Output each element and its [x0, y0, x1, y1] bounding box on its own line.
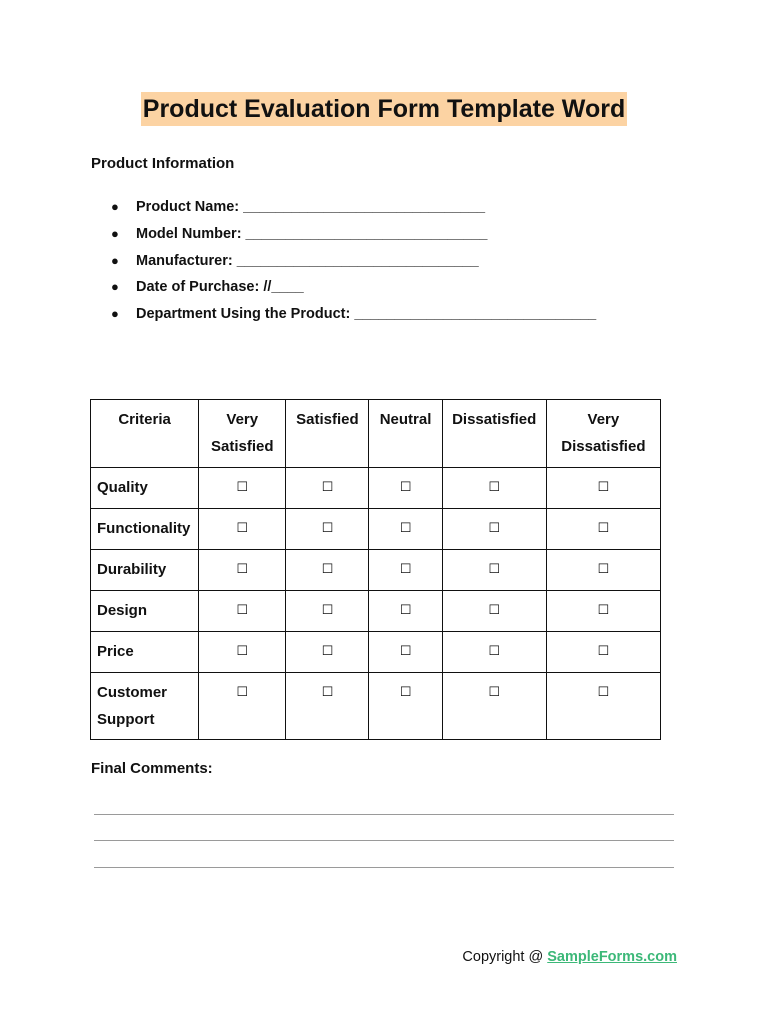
checkbox-icon[interactable]: ☐ — [546, 468, 660, 509]
copyright-footer — [462, 949, 677, 965]
header-very-satisfied: Very Satisfied — [199, 400, 286, 468]
criteria-durability: Durability — [91, 550, 199, 591]
date-of-purchase-field[interactable] — [111, 276, 596, 303]
table-row — [91, 550, 661, 591]
checkbox-icon[interactable]: ☐ — [546, 591, 660, 632]
checkbox-icon[interactable]: ☐ — [286, 468, 369, 509]
checkbox-icon[interactable]: ☐ — [369, 591, 442, 632]
checkbox-icon[interactable]: ☐ — [369, 550, 442, 591]
checkbox-icon[interactable]: ☐ — [199, 591, 286, 632]
table-header-row — [91, 400, 661, 468]
department-label: Department Using the Product: ______________________________ — [136, 306, 597, 323]
department-field[interactable] — [111, 303, 596, 330]
checkbox-icon[interactable]: ☐ — [286, 550, 369, 591]
table-row — [91, 632, 661, 673]
bullet-icon: ● — [111, 279, 119, 295]
evaluation-table — [90, 399, 661, 740]
criteria-customer-support: Customer Support — [91, 673, 199, 740]
checkbox-icon[interactable]: ☐ — [286, 591, 369, 632]
model-number-label: Model Number: ______________________________ — [136, 225, 488, 242]
checkbox-icon[interactable]: ☐ — [369, 632, 442, 673]
checkbox-icon[interactable]: ☐ — [369, 509, 442, 550]
product-info-heading: Product Information — [91, 155, 235, 172]
bullet-icon: ● — [111, 306, 119, 322]
checkbox-icon[interactable]: ☐ — [442, 509, 546, 550]
bullet-icon: ● — [111, 199, 119, 214]
checkbox-icon[interactable]: ☐ — [546, 509, 660, 550]
model-number-field[interactable] — [111, 223, 596, 250]
criteria-price: Price — [91, 632, 199, 673]
sampleforms-link[interactable]: SampleForms.com — [547, 949, 677, 965]
checkbox-icon[interactable]: ☐ — [199, 550, 286, 591]
checkbox-icon[interactable]: ☐ — [546, 550, 660, 591]
table-row — [91, 468, 661, 509]
checkbox-icon[interactable]: ☐ — [442, 673, 546, 740]
product-info-list — [111, 196, 596, 330]
table-row — [91, 591, 661, 632]
checkbox-icon[interactable]: ☐ — [286, 509, 369, 550]
table-row — [91, 509, 661, 550]
page-title: Product Evaluation Form Template Word — [141, 92, 627, 126]
criteria-functionality: Functionality — [91, 509, 199, 550]
criteria-design: Design — [91, 591, 199, 632]
header-criteria: Criteria — [91, 400, 199, 468]
manufacturer-label: Manufacturer: ______________________________ — [136, 252, 479, 269]
checkbox-icon[interactable]: ☐ — [286, 632, 369, 673]
checkbox-icon[interactable]: ☐ — [442, 550, 546, 591]
title-wrap — [0, 92, 768, 126]
checkbox-icon[interactable]: ☐ — [546, 632, 660, 673]
comment-line[interactable] — [94, 840, 674, 841]
checkbox-icon[interactable]: ☐ — [199, 509, 286, 550]
checkbox-icon[interactable]: ☐ — [199, 632, 286, 673]
checkbox-icon[interactable]: ☐ — [442, 591, 546, 632]
criteria-quality: Quality — [91, 468, 199, 509]
checkbox-icon[interactable]: ☐ — [442, 468, 546, 509]
comment-line[interactable] — [94, 867, 674, 868]
bullet-icon: ● — [111, 225, 119, 241]
checkbox-icon[interactable]: ☐ — [286, 673, 369, 740]
table-row — [91, 673, 661, 740]
checkbox-icon[interactable]: ☐ — [199, 673, 286, 740]
header-neutral: Neutral — [369, 400, 442, 468]
product-name-field[interactable] — [111, 196, 596, 223]
checkbox-icon[interactable]: ☐ — [199, 468, 286, 509]
checkbox-icon[interactable]: ☐ — [546, 673, 660, 740]
product-name-label: Product Name: ______________________________ — [136, 199, 486, 215]
checkbox-icon[interactable]: ☐ — [369, 673, 442, 740]
date-of-purchase-label: Date of Purchase: //____ — [136, 279, 304, 296]
copyright-text: Copyright @ — [462, 949, 548, 965]
final-comments-heading: Final Comments: — [91, 760, 213, 777]
header-satisfied: Satisfied — [286, 400, 369, 468]
header-very-dissatisfied: Very Dissatisfied — [546, 400, 660, 468]
comment-line[interactable] — [94, 814, 674, 815]
checkbox-icon[interactable]: ☐ — [442, 632, 546, 673]
manufacturer-field[interactable] — [111, 250, 596, 277]
checkbox-icon[interactable]: ☐ — [369, 468, 442, 509]
header-dissatisfied: Dissatisfied — [442, 400, 546, 468]
bullet-icon: ● — [111, 252, 119, 268]
